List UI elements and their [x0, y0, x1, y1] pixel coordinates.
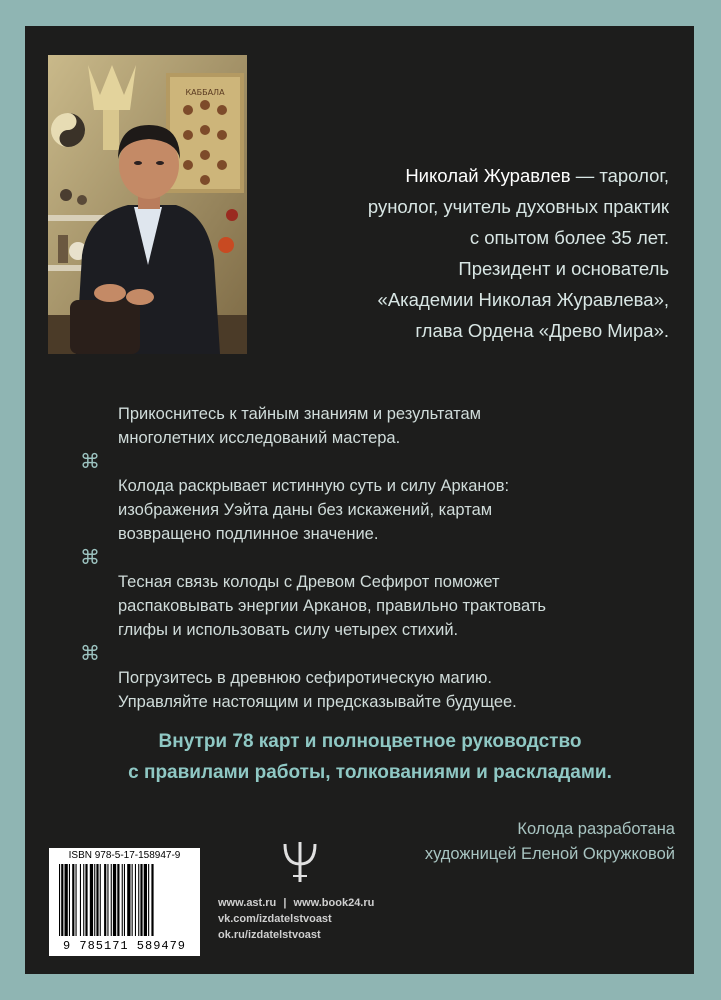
link-separator: | — [283, 897, 287, 909]
feature-list — [80, 402, 640, 714]
author-bio-line-5: «Академии Николая Журавлева», — [377, 289, 669, 310]
ornament-icon: ⌘ — [80, 451, 100, 473]
barcode-bar — [65, 864, 68, 936]
link-vk[interactable]: vk.com/izdatelstvoast — [218, 913, 332, 925]
author-bio-line-6: глава Ордена «Древо Мира». — [415, 320, 669, 341]
links-row-1 — [218, 895, 423, 911]
link-ast[interactable]: www.ast.ru — [218, 897, 277, 909]
publisher-logo-icon — [279, 840, 321, 884]
author-bio-line-4: Президент и основатель — [458, 258, 669, 279]
barcode-bar — [96, 864, 98, 936]
author-photo — [48, 55, 247, 354]
barcode-bar — [140, 864, 142, 936]
barcode-bar — [76, 864, 77, 936]
barcode-bar — [127, 864, 130, 936]
barcode-bar — [72, 864, 74, 936]
barcode-bar — [122, 864, 123, 936]
feature-item: Погрузитесь в древнюю сефиротическую магию. Управляйте настоящим и предсказывайте будущее. — [118, 669, 517, 711]
barcode-bar — [132, 864, 133, 936]
feature-item: Колода раскрывает истинную суть и силу Арканов: изображения Уэйта даны без искажений, картам возвращено подлинное значение. — [118, 477, 510, 543]
link-book24[interactable]: www.book24.ru — [293, 897, 375, 909]
barcode-bar — [111, 864, 112, 936]
barcode-bar — [107, 864, 108, 936]
barcode-bar — [148, 864, 149, 936]
illustrator-credit: Колода разработана художницей Еленой Окружковой — [424, 820, 675, 863]
publisher-links — [218, 895, 423, 943]
feature-item: Тесная связь колоды с Древом Сефирот поможет распаковывать энергии Арканов, правильно трактовать глифы и использовать силу четырех стихий. — [118, 573, 546, 639]
barcode-bar — [124, 864, 125, 936]
barcode-bar — [113, 864, 116, 936]
barcode-bar — [83, 864, 84, 936]
ornament-icon: ⌘ — [80, 643, 100, 665]
promo-text: Внутри 78 карт и полноцветное руководство с правилами работы, толкованиями и раскладами. — [128, 731, 612, 783]
link-ok[interactable]: ok.ru/izdatelstvoast — [218, 929, 321, 941]
author-bio-line-1: Николай Журавлев — таролог, — [405, 165, 669, 186]
barcode-bar — [80, 864, 81, 936]
author-bio-line-2: рунолог, учитель духовных практик — [367, 196, 669, 217]
ornament-icon: ⌘ — [80, 547, 100, 569]
barcode-bar — [117, 864, 119, 936]
author-bio — [269, 160, 669, 346]
barcode-bar — [104, 864, 106, 936]
barcode-bar — [69, 864, 70, 936]
barcode-bar — [94, 864, 95, 936]
author-name: Николай Журавлев — [405, 165, 571, 186]
isbn-text: ISBN 978-5-17-158947-9 — [68, 850, 181, 861]
barcode-bar — [100, 864, 101, 936]
barcode-bar — [61, 864, 63, 936]
feature-item: Прикоснитесь к тайным знаниям и результатам многолетних исследований мастера. — [118, 405, 481, 447]
barcode-bar — [59, 864, 60, 936]
barcode-bar — [135, 864, 136, 936]
barcode-digits: 9 785171 589479 — [62, 939, 187, 953]
poster-text: КАББАЛА — [185, 88, 225, 97]
isbn-barcode — [49, 848, 200, 956]
barcode-bar — [138, 864, 139, 936]
barcode-bar — [151, 864, 153, 936]
barcode-bar — [90, 864, 93, 936]
barcode-bar — [85, 864, 87, 936]
barcode-bar — [144, 864, 147, 936]
author-bio-line-3: с опытом более 35 лет. — [469, 227, 669, 248]
